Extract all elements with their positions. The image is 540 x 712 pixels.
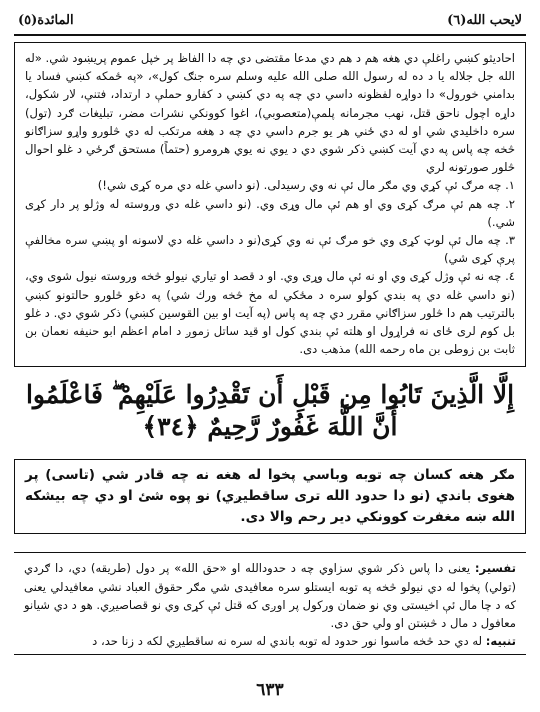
tanbih-term: تنبيه: — [485, 634, 516, 649]
commentary-case-1: ١. چه مرګ ئې كړي وي مګر مال ئې نه وي رسيدلى. (نو داسي غله دي مره كړى شي!) — [97, 178, 515, 193]
verse-line-2: أَنَّ اللَّهَ غَفُورٌ رَّحِيمٌ ﴿٣٤﴾ — [142, 412, 398, 442]
arabic-verse — [14, 379, 526, 449]
commentary-box — [14, 42, 526, 367]
page-number: ٦٣٣ — [256, 680, 284, 700]
commentary-paragraph: احاديثو كښي راغلې دي هغه هم د هم دي مدعا مقتضى دي چه دا الفاظ پر خپل عموم پريښود شي. «له الله جل جلاله يا د ده له رسول الله صلى الله عليه وسلم سره جنګ كول»، «په ځمكه كښي فساد يا بدامني خورول» دا دواړه لفظونه داسي دي چه په دي كښي د كفارو حملې د ارتداد، فتنې، لار شكول، داړه اچول ناحق قتل، نهب مجرمانه پلمې(متعصوبي)، اغوا كوونكي نشرات مضر، تبليغات ګرد (تول) سره داخليدي شي او له دي ځني هر يو جرم داسي دي چه د هغه مرتكب له دي څلورو واړو سزاګانو څخه چه پاس په دي آيت كښي ذكر شوي دي د يوي نه يوي هرومرو (حتماً) مستحق ګرځي د غلو احوال څلور صورتونه لري — [25, 51, 515, 175]
verse-line-1: إِلَّا الَّذِينَ تَابُوا مِن قَبْلِ أَن تَقْدِرُوا عَلَيْهِمْ ۖ فَاعْلَمُوا — [25, 380, 515, 410]
translation-box — [14, 459, 526, 534]
surah-name: المائدة(٥) — [18, 13, 74, 28]
translation-text: مګر هغه كسان چه توبه وباسي پخوا له هغه نه چه قادر شي (تاسى) پر هغوى باندي (نو دا حدود الله ترى ساقطيږي) نو پوه شئ او دي چه بيشكه الله ښه مغفرت كوونكي دير رحم والا دى. — [25, 467, 515, 526]
commentary-case-2: ٢. چه هم ئې مرګ كړى وي او هم ئې مال وړى وي. (نو داسي غله دي وروسته له وژلو پر دار كړى شي.) — [25, 196, 515, 229]
tafsir-text: يعنى دا پاس ذكر شوي سزاوي چه د حدودالله او «حق الله» پر دول (طريقه) دي، دا ګردي (تولي) پخوا له دي نيولو څخه په توبه ايستلو سره معافيدى شي مګر حقوق العباد نشي معافيدلي يعنى كه د چا مال ئې اخيستى وي نو ضمان وركول پر اوږى كه قتل ئې كړى وي نو قصاصيږي. هو د دي شيانو معافول د مال د څښتن او ولي حق دى. — [24, 561, 516, 631]
tafsir-term: تفسير: — [474, 561, 516, 576]
tafsir-note — [24, 559, 516, 632]
juz-name: لايحب الله(٦) — [447, 13, 522, 28]
page-header — [14, 8, 526, 36]
tanbih-text: له دي حد څخه ماسوا نور حدود له توبه باندي له سره نه ساقطيږي لكه د زنا حد، د — [92, 634, 486, 649]
quran-page — [14, 8, 526, 702]
notes-box — [14, 552, 526, 655]
commentary-case-4: ٤. چه نه ئې وژل كړى وي او نه ئې مال وړى وي. او د قصد او تياري نيولو څخه وروسته نيول شوى وي، (نو داسي غله دي په بندي كولو سره د مځكي له مخ څخه ورك شي) په دغو څلورو حالتونو كښي بالترتيب هم دا څلور سزاګاني مقرر دي چه په پاس (په آيت او بين القوسين كښي) ذكر شوي دي. د غلو بل كوم لرى ځاى نه فراړول او هلته ئې بندي كول او قيد ساتل زموږ د امام اعظم ابو حنيفه نعمان بن ثابت بن زوطى بن ماه رحمه الله) مذهب دى. — [25, 269, 515, 357]
commentary-case-3: ٣. چه مال ئې لوټ كړى وي خو مرګ ئې نه وي كړى(نو د داسي غله دي لاسونه او پښي سره مخالفې پرې كړى شي) — [25, 233, 515, 266]
tanbih-note — [24, 632, 516, 650]
